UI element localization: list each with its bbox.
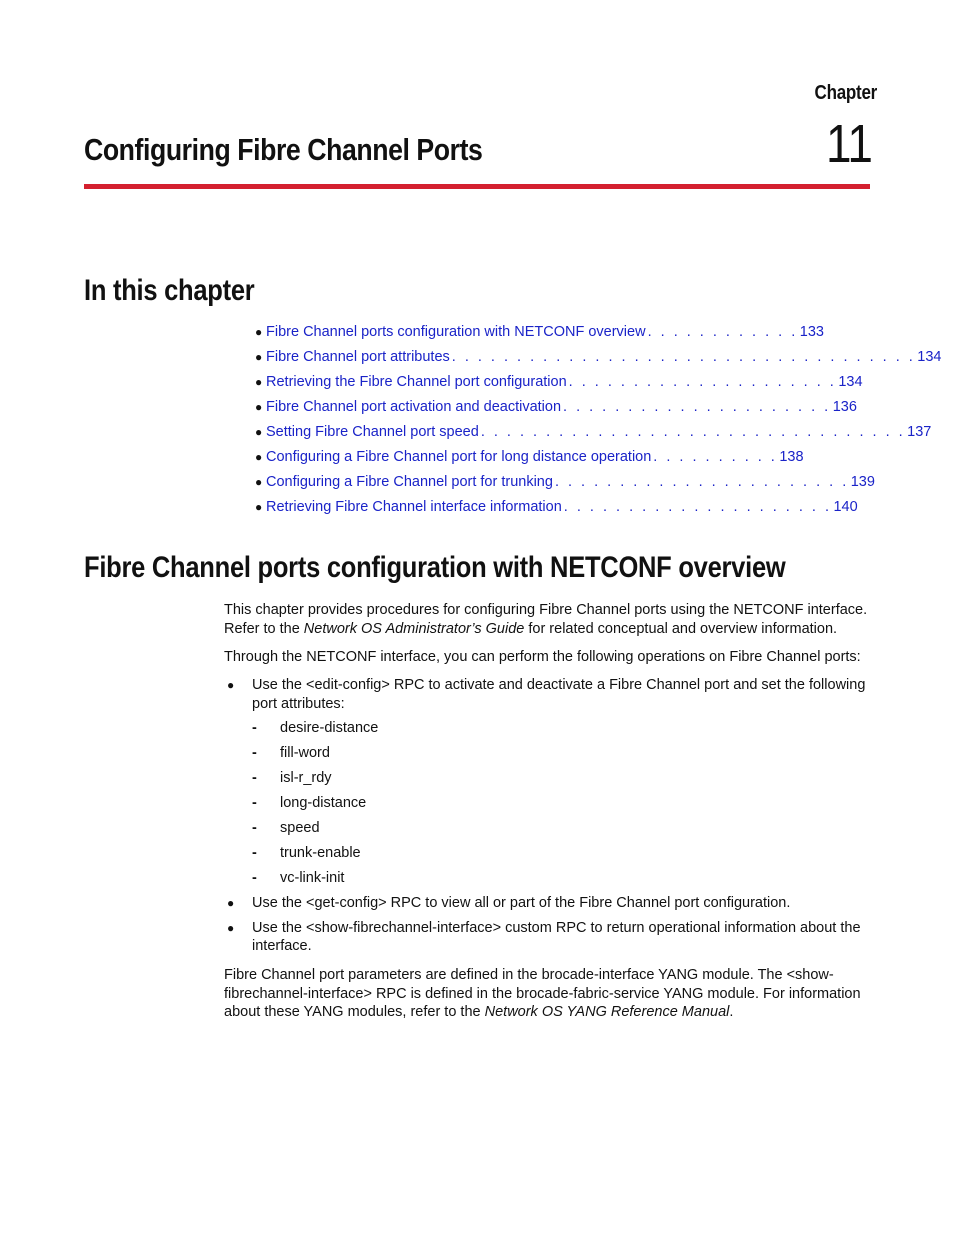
operations-list (224, 676, 874, 956)
bullet-icon: ● (255, 475, 263, 489)
attribute-item (252, 841, 874, 866)
yang-manual-title: Network OS YANG Reference Manual (484, 1004, 730, 1020)
toc-entry-title[interactable]: Retrieving Fibre Channel interface information (266, 499, 562, 515)
bullet-icon: ● (227, 896, 235, 910)
intro-text-a: This chapter provides procedures for configuring Fibre Channel ports using the NETCONF interface. Refer to the (224, 602, 868, 637)
bullet-icon: ● (255, 375, 263, 389)
bullet-icon: ● (227, 920, 235, 935)
attribute-name: fill-word (280, 745, 330, 761)
bullet-icon: ● (255, 425, 263, 439)
toc-leader: . . . . . . . . . . . . . . . . . . . . . (568, 374, 837, 390)
bullet-icon: ● (227, 678, 235, 692)
attribute-name: desire-distance (280, 720, 379, 736)
toc-page-number[interactable]: 137 (907, 424, 932, 440)
toc-page-number[interactable]: 134 (838, 374, 863, 390)
attribute-name: speed (280, 820, 320, 836)
operation-item (224, 676, 874, 891)
toc-page-number[interactable]: 136 (832, 399, 857, 415)
dash-icon: - (252, 745, 257, 761)
toc-page-number[interactable]: 133 (799, 324, 824, 340)
yang-text-b: . (729, 1004, 734, 1020)
attribute-list (252, 716, 874, 891)
yang-text-a: Fibre Channel port parameters are defined in the brocade-interface YANG module. The <show-fibrechannel-interface> RPC is defined in the brocade-fabric-service YANG module. For information about these YANG modules, refer to the (224, 967, 861, 1020)
dash-icon: - (252, 770, 257, 786)
bullet-icon: ● (255, 325, 263, 339)
toc-entry[interactable] (255, 422, 932, 447)
toc-page-number[interactable]: 134 (917, 349, 942, 365)
chapter-title: Configuring Fibre Channel Ports (84, 132, 483, 167)
attribute-item (252, 866, 874, 891)
intro-paragraph (224, 601, 874, 638)
operation-item (224, 919, 874, 956)
section-heading: Fibre Channel ports configuration with NETCONF overview (84, 551, 786, 584)
toc-leader: . . . . . . . . . . . . . . . . . . . . . (563, 399, 831, 415)
toc-entry-title[interactable]: Fibre Channel port attributes (266, 349, 450, 365)
toc-entry[interactable] (255, 372, 863, 397)
operation-text: Use the <get-config> RPC to view all or part of the Fibre Channel port configuration. (252, 895, 791, 911)
attribute-name: trunk-enable (280, 845, 361, 861)
bullet-icon: ● (255, 350, 263, 364)
toc-entry[interactable] (255, 322, 824, 347)
operations-paragraph: Through the NETCONF interface, you can perform the following operations on Fibre Channel ports: (224, 649, 861, 665)
attribute-item (252, 741, 874, 766)
toc-leader: . . . . . . . . . . . . . . . . . . . . . (563, 499, 832, 515)
operation-item (224, 894, 874, 913)
bullet-icon: ● (255, 500, 263, 514)
toc-page-number[interactable]: 138 (779, 449, 804, 465)
operation-text: Use the <show-fibrechannel-interface> custom RPC to return operational information about the interface. (252, 919, 861, 954)
toc-leader: . . . . . . . . . . . . . . . . . . . . . . . . . . . . . . . . . . . . (451, 349, 916, 365)
intro-text-b: for related conceptual and overview information. (524, 620, 838, 637)
attribute-name: vc-link-init (280, 870, 345, 886)
toc-entry[interactable] (255, 347, 942, 372)
attribute-name: long-distance (280, 795, 367, 811)
in-this-chapter-heading: In this chapter (84, 274, 255, 307)
toc-entry-title[interactable]: Setting Fibre Channel port speed (266, 424, 479, 440)
bullet-icon: ● (255, 400, 263, 414)
dash-icon: - (252, 720, 257, 736)
dash-icon: - (252, 795, 257, 811)
toc-entry-title[interactable]: Fibre Channel port activation and deactivation (266, 399, 562, 415)
toc-leader: . . . . . . . . . . . . . . . . . . . . . . . (554, 474, 849, 490)
toc-entry-title[interactable]: Configuring a Fibre Channel port for trunking (266, 474, 553, 490)
toc-entry-title[interactable]: Retrieving the Fibre Channel port configuration (266, 374, 567, 390)
yang-paragraph (224, 966, 874, 1022)
toc-entry[interactable] (255, 472, 875, 497)
admin-guide-title: Network OS Administrator’s Guide (303, 620, 525, 637)
dash-icon: - (252, 820, 257, 836)
toc-entry-title[interactable]: Configuring a Fibre Channel port for long distance operation (266, 449, 652, 465)
toc-page-number[interactable]: 139 (850, 474, 875, 490)
toc-entry[interactable] (255, 397, 857, 422)
chapter-toc (255, 322, 942, 522)
title-rule (84, 184, 870, 189)
bullet-icon: ● (255, 450, 263, 464)
attribute-item (252, 766, 874, 791)
attribute-item (252, 716, 874, 741)
chapter-label: Chapter (814, 82, 877, 104)
toc-leader: . . . . . . . . . . . . (647, 324, 798, 340)
attribute-item (252, 816, 874, 841)
toc-page-number[interactable]: 140 (833, 499, 858, 515)
dash-icon: - (252, 870, 257, 886)
attribute-item (252, 791, 874, 816)
toc-entry[interactable] (255, 447, 804, 472)
operation-text: Use the <edit-config> RPC to activate and deactivate a Fibre Channel port and set the following port attributes: (252, 677, 866, 712)
toc-entry[interactable] (255, 497, 858, 522)
chapter-number: 11 (826, 114, 872, 174)
attribute-name: isl-r_rdy (280, 770, 332, 786)
dash-icon: - (252, 845, 257, 861)
toc-leader: . . . . . . . . . . . . . . . . . . . . . . . . . . . . . . . . . (480, 424, 906, 440)
toc-entry-title[interactable]: Fibre Channel ports configuration with NETCONF overview (266, 324, 646, 340)
toc-leader: . . . . . . . . . . (653, 449, 778, 465)
